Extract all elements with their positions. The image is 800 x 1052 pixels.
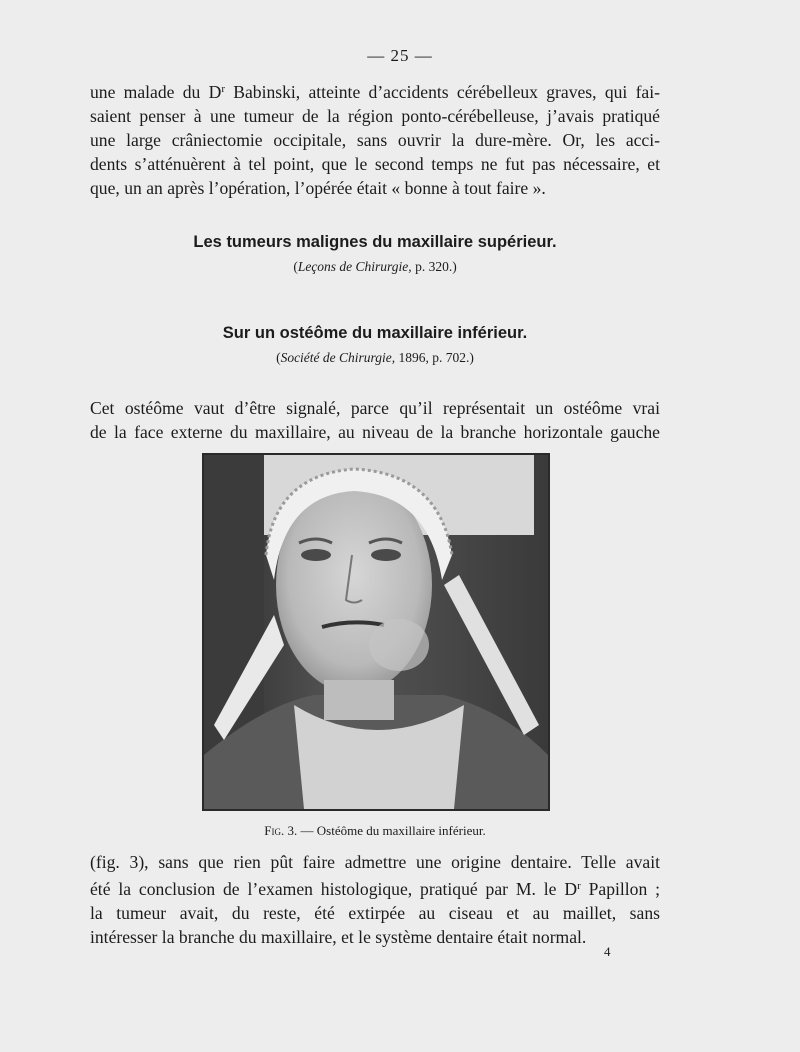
superscript: r bbox=[221, 83, 225, 95]
paragraph-line: que, un an après l’opération, l’opérée était « bonne à tout faire ». bbox=[90, 178, 546, 198]
figure-caption bbox=[90, 823, 660, 839]
photograph-illustration bbox=[204, 455, 548, 809]
figure-caption-text: — Ostéôme du maxillaire inférieur. bbox=[297, 823, 486, 838]
paragraph-conclusion bbox=[90, 850, 660, 949]
paragraph-line: (fig. 3), sans que rien pût faire admettre une origine dentaire. Telle avait bbox=[90, 852, 660, 872]
figure-label: Fig. 3. bbox=[264, 823, 298, 838]
citation-source: Leçons de Chirurgie, bbox=[297, 259, 412, 274]
paragraph-line: Cet ostéôme vaut d’être signalé, parce qu’il représentait un ostéôme vrai bbox=[90, 398, 660, 418]
paragraph-line: de la face externe du maxillaire, au niveau de la branche horizontale gauche bbox=[90, 422, 660, 442]
paragraph-description bbox=[90, 396, 660, 444]
paragraph-line: une large crâniectomie occipitale, sans ouvrir la dure-mère. Or, les acci- bbox=[90, 130, 660, 150]
paragraph-line: saient penser à une tumeur de la région ponto-cérébelleuse, j’avais pratiqué bbox=[90, 106, 660, 126]
paragraph-line bbox=[90, 77, 660, 104]
citation-detail: p. 320.) bbox=[411, 259, 457, 274]
text-run: été la conclusion de l’examen histologique, pratiqué par M. le D bbox=[90, 879, 578, 899]
superscript: r bbox=[577, 880, 581, 892]
section-citation: (Société de Chirurgie, 1896, p. 702.) bbox=[276, 350, 474, 365]
section-citation: (Leçons de Chirurgie, p. 320.) bbox=[293, 259, 457, 274]
section-heading-osteome: Sur un ostéôme du maxillaire inférieur. bbox=[222, 324, 528, 342]
citation-detail: 1896, p. 702.) bbox=[395, 350, 474, 365]
patient-photograph bbox=[202, 453, 550, 811]
paragraph-line: intéresser la branche du maxillaire, et le système dentaire était normal. bbox=[90, 927, 587, 947]
paragraph-line: dents s’atténuèrent à tel point, que le second temps ne fut pas nécessaire, et bbox=[90, 154, 660, 174]
text-run: une malade du D bbox=[90, 82, 222, 102]
text-run: Babinski, atteinte d’accidents cérébelleux graves, qui fai- bbox=[224, 82, 660, 102]
paragraph-intro bbox=[90, 77, 660, 200]
paragraph-line bbox=[90, 874, 660, 901]
section-heading-maxillaire-superieur: Les tumeurs malignes du maxillaire supérieur. bbox=[193, 233, 557, 251]
page-number: — 25 — bbox=[367, 46, 433, 65]
citation-source: Société de Chirurgie, bbox=[280, 350, 396, 365]
signature-mark: 4 bbox=[604, 944, 611, 959]
paragraph-line: la tumeur avait, du reste, été extirpée au ciseau et au maillet, sans bbox=[90, 903, 660, 923]
text-run: Papillon ; bbox=[580, 879, 660, 899]
